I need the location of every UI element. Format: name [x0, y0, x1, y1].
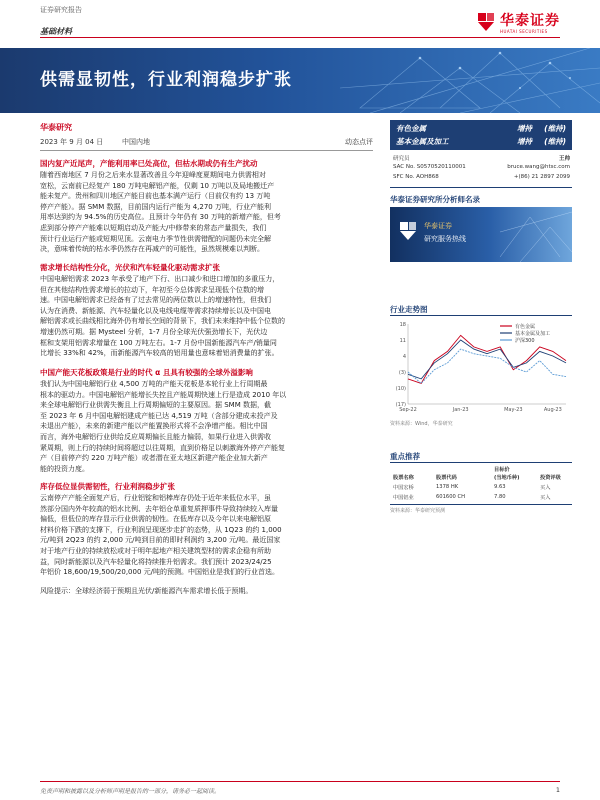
- promo-line-1: 华泰证券: [424, 222, 452, 230]
- text-line: 云南停产产能全面复产后，行业铝锭和铝棒库存仍处于近年来低位水平，虽: [40, 494, 271, 502]
- report-date: 2023 年 9 月 04 日: [40, 138, 104, 146]
- text-line: 益，同时新能源以及汽车轻量化将持续推升铝需求。我们预计 2023/24/25: [40, 557, 272, 566]
- section-paragraph: [40, 493, 377, 578]
- trend-source: 资料来源：Wind，华泰研究: [390, 421, 453, 427]
- promo-pattern-icon: [500, 207, 572, 262]
- text-line: 偏低，但低位的库存显示行业供需的韧性。在低库存以及今年以来电解铝原: [40, 515, 271, 524]
- series-line: [408, 340, 566, 379]
- header-group-label: 目标价: [494, 467, 510, 473]
- text-line: 框和支架用铝需求增量在 100 万吨左右。1-7 月份中国新能源汽车产/销量同: [40, 338, 277, 347]
- rating-box: [390, 120, 572, 150]
- text-line: 能未复产。贵州和四川地区产能目前也基本满产运行（目前仅有约 13 万吨: [40, 192, 271, 201]
- text-line: 速。中国电解铝需求已经备有了过去常见的两位数以上的增速特性，但我们: [40, 296, 271, 305]
- text-line: 材料价格下跌的支撑下，行业利润呈现逐步走扩的态势，从 1Q23 的约 1,000: [40, 525, 282, 534]
- promo-title: 华泰证券研究所分析师名录: [390, 195, 480, 204]
- text-line: 增速仍然可期。据 Mysteel 分析，1-7 月份全球光伏强劲增长下，光伏边: [40, 327, 268, 336]
- text-line: 但在其他结构性需求增长的拉动下，年初至今总体需求呈现低个位数的增: [40, 285, 264, 294]
- text-line: 根本的驱动力。中国电解铝产能增长失控且产能周期快速上行是造成 2010 年以: [40, 390, 287, 399]
- rating-prev: (维持): [544, 124, 566, 133]
- section-paragraph: [40, 274, 377, 359]
- legend-label: 基本金属及加工: [515, 330, 551, 337]
- promo-logo-icon: [398, 219, 418, 243]
- section-label: 基础材料: [40, 27, 72, 36]
- text-line: 虑到部分停产产能难以短期启动及产能大/中修带来的常态产量损失，我们: [40, 223, 267, 232]
- title-banner: [0, 48, 600, 113]
- meta-row: [40, 137, 373, 148]
- stock-code: 601600 CH: [436, 494, 465, 500]
- rating-sector: 有色金属: [396, 124, 426, 133]
- meta-divider: [40, 150, 373, 151]
- section-heading: 国内复产近尾声，产能利用率已处高位，但枯水期或仍有生产扰动: [40, 159, 258, 168]
- text-line: 认为在消费、新能源、汽车轻量化以及电线电缆等需求持续增长以及中国电: [40, 306, 271, 315]
- footer-divider: [40, 781, 560, 782]
- text-line: 而言，海外电解铝行业供给反应周期偏长且能力偏弱，如果行业进入供需收: [40, 432, 271, 441]
- analyst-email[interactable]: bruce.wang@htsc.com: [507, 164, 570, 170]
- table-row: [390, 492, 572, 502]
- analyst-name: 王帅: [558, 156, 570, 162]
- text-line: 决，意味着传统的枯水季仍然存在再减产的可能性，虽然规模难以判断。: [40, 245, 264, 254]
- report-type: 动态点评: [345, 138, 373, 146]
- analyst-divider: [390, 187, 572, 188]
- trend-chart: [390, 316, 572, 416]
- target-price: 7.80: [494, 494, 506, 500]
- trend-title: 行业走势图: [390, 305, 428, 314]
- legend-label: 沪深300: [515, 337, 535, 344]
- research-org: 华泰研究: [40, 123, 72, 132]
- recommendation-title: 重点推荐: [390, 452, 420, 461]
- y-tick-label: 18: [399, 322, 406, 328]
- doc-type-label: 证券研究报告: [40, 6, 82, 14]
- section-heading: 中国产能天花板政策是行业的时代 α 且具有较强的全球外溢影响: [40, 368, 253, 377]
- rating-value: 增持: [517, 137, 532, 146]
- column-header: (当地币种): [494, 475, 520, 481]
- target-price: 9.63: [494, 484, 506, 490]
- y-tick-label: (17): [395, 402, 406, 408]
- x-tick-label: Aug-23: [543, 407, 562, 413]
- rating: 买入: [540, 495, 551, 501]
- y-tick-label: 4: [402, 354, 406, 360]
- rating-value: 增持: [517, 124, 532, 133]
- text-line: 随着西南地区 7 月份之后来水显著改善且今年迎峰度夏期间电力供需相对: [40, 171, 266, 179]
- risk-warning: [40, 586, 377, 597]
- column-header: 投资评级: [540, 475, 561, 481]
- text-line: 我们认为中国电解铝行业 4,500 万吨的产能天花板是本轮行业上行周期最: [40, 380, 268, 388]
- table-header: [390, 472, 572, 482]
- risk-text: 风险提示：全球经济弱于预期且光伏/新能源汽车需求增长低于预期。: [40, 587, 253, 595]
- logo-text-cn: 华泰证券: [500, 13, 560, 29]
- text-line: 然部分国内外年较高的铝水比例、去年铝仓单重复质押事件导致持续较入库量: [40, 504, 278, 513]
- text-line: 对于地产行业的持续放松或对于明年起地产相关建筑型材的需求企稳有所助: [40, 546, 271, 555]
- text-line: 用率达到约为 94.5%的历史高位。且预计今年仍有 30 万吨的新增产能，但考: [40, 213, 281, 222]
- text-line: 停产产能）。据 SMM 数据，目前国内运行产能为 4,270 万吨，行业产能利: [40, 202, 271, 211]
- stock-code: 1378 HK: [436, 484, 459, 490]
- text-line: 宽松，云南前已经复产 180 万吨电解铝产能，仅剩 10 万吨以及局地搬迁产: [40, 181, 275, 190]
- analyst-sfc: SFC No. AOH868: [393, 174, 439, 180]
- x-tick-label: Sep-22: [399, 407, 417, 413]
- promo-line-2: 研究服务热线: [424, 235, 466, 243]
- analyst-sac: SAC No. S0570520110001: [393, 164, 466, 170]
- text-line: 来全球电解铝行业供需失衡且上行周期偏短的主要原因。据 SMM 数据，截: [40, 401, 271, 410]
- section-heading: 需求增长结构性分化，光伏和汽车轻量化驱动需求扩张: [40, 263, 220, 272]
- recommendation-source: 资料来源：华泰研究预测: [390, 508, 446, 514]
- rating-row: [396, 135, 566, 148]
- text-line: 解铝需求或长曲线相比海外仍有增长空间的背景下，我们未来维持中低个位数的: [40, 317, 285, 326]
- analyst-info: [390, 153, 572, 186]
- text-line: 能的投资力度。: [40, 464, 89, 473]
- recommendation-bottom-divider: [390, 504, 572, 505]
- logo-mark-icon: [476, 11, 496, 33]
- y-tick-label: (3): [398, 370, 406, 376]
- text-line: 比增长 33%和 42%，而新能源汽车较高的铝用量也意味着铝消费量的扩张。: [40, 349, 279, 358]
- recommendation-table: [390, 464, 572, 502]
- analyst-phone: +(86) 21 2897 2099: [513, 174, 570, 180]
- section-heading: 库存低位显供需韧性，行业利润稳步扩张: [40, 482, 175, 491]
- y-tick-label: (10): [395, 386, 406, 392]
- rating: 买入: [540, 485, 551, 491]
- section-paragraph: [40, 379, 377, 474]
- banner-pattern-icon: [340, 48, 600, 113]
- text-line: 产（目前停产约 220 万吨产能）或者潜在亚太地区新建产能企业加大新产: [40, 454, 268, 463]
- logo-text-en: HUATAI SECURITIES: [500, 29, 548, 34]
- table-row: [390, 482, 572, 492]
- stock-name: 中国铝业: [393, 495, 414, 501]
- section-paragraph: [40, 170, 377, 255]
- report-header: [0, 0, 600, 48]
- x-tick-label: May-23: [504, 407, 523, 413]
- column-header: 股票名称: [393, 475, 414, 481]
- rating-sector: 基本金属及加工: [396, 137, 449, 146]
- recommendation-divider: [390, 462, 572, 463]
- report-title: 供需显韧性，行业利润稳步扩张: [40, 70, 292, 90]
- rating-prev: (维持): [544, 137, 566, 146]
- table-header-group: [390, 464, 572, 472]
- text-line: 紧周期，则上行的持续时间将超过以往周期，直到价格足以刺激海外停产产能复: [40, 443, 285, 452]
- text-line: 未退出产能），未来的新建产能以产能置换形式将不会净增产能。相比中国: [40, 422, 268, 431]
- text-line: 元/吨到 2Q23 的约 2,000 元/吨到目前的即时利润约 3,200 元/吨。最近国家: [40, 536, 281, 545]
- page-number: 1: [555, 786, 560, 794]
- text-line: 中国电解铝需求 2023 年承受了地产下行、出口减少和进口增加的多重压力，: [40, 275, 280, 283]
- text-line: 预计行业运行产能或短期见顶。云南电力季节性供需错配的问题仍未完全解: [40, 234, 271, 243]
- legend-label: 有色金属: [515, 323, 536, 330]
- series-line: [408, 335, 566, 383]
- stock-name: 中国宏桥: [393, 485, 414, 491]
- text-line: 年铝价 18,600/19,500/20,000 元/吨的预测。中国铝业是我们的行业首选。: [40, 568, 280, 577]
- analyst-role: 研究员: [393, 156, 410, 162]
- rating-row: [396, 122, 566, 135]
- text-line: 至 2023 年 6 月中国电解铝建成产能已达 4,519 万吨（含部分建成未投产及: [40, 411, 278, 420]
- column-header: 股票代码: [436, 475, 457, 481]
- company-logo: [476, 8, 572, 38]
- y-tick-label: 11: [399, 338, 406, 344]
- report-region: 中国内地: [122, 138, 150, 146]
- x-tick-label: Jan-23: [452, 407, 469, 413]
- footer-disclaimer: 免责声明和披露以及分析师声明是报告的一部分，请务必一起阅读。: [40, 788, 221, 795]
- promo-image[interactable]: [390, 207, 572, 262]
